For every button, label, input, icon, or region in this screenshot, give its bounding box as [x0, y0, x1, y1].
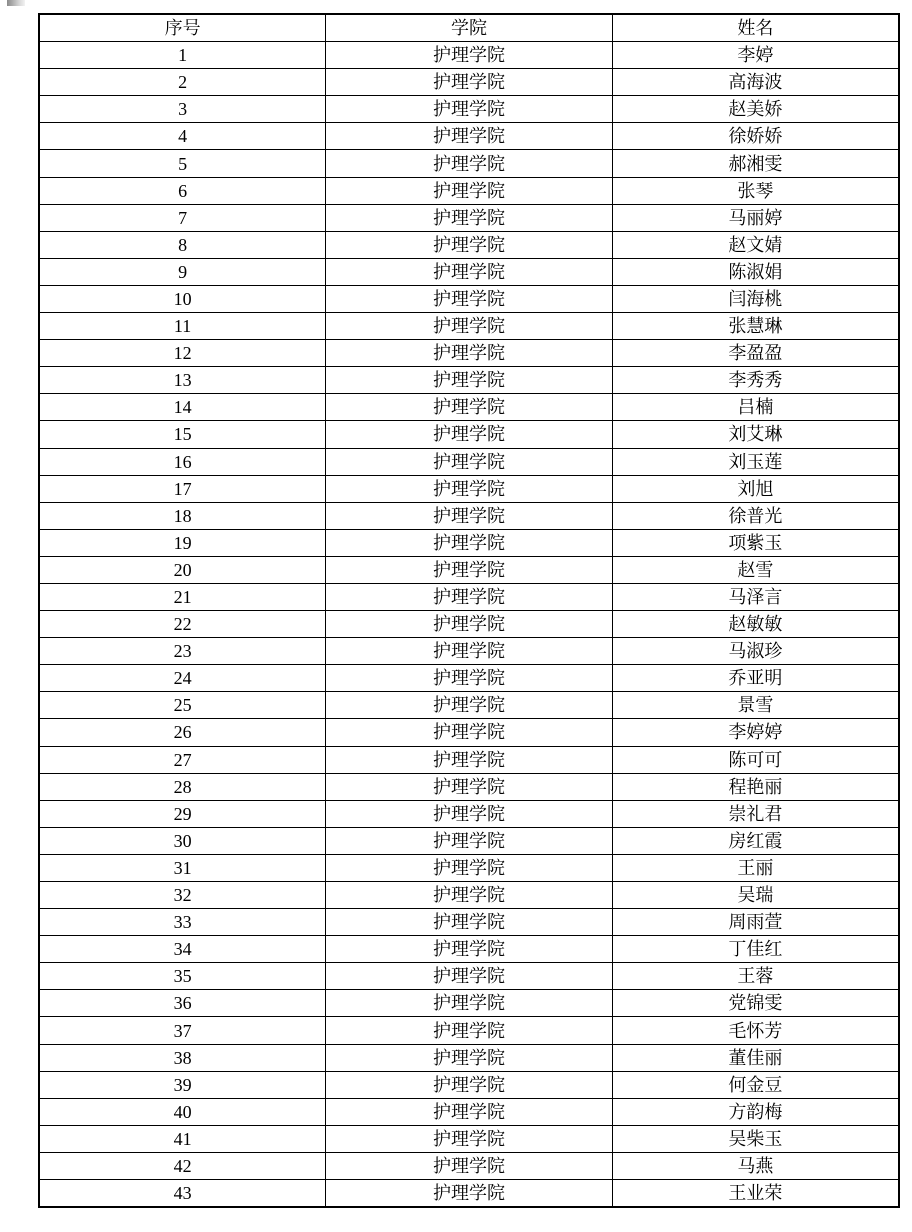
cell-name: 景雪: [612, 692, 899, 719]
table-row: [39, 1044, 899, 1071]
cell-college: 护理学院: [326, 556, 613, 583]
cell-name: 方韵梅: [612, 1098, 899, 1125]
cell-serial-number: 32: [39, 882, 326, 909]
table-row: [39, 936, 899, 963]
student-roster-table: [38, 13, 900, 1208]
table-row: [39, 1152, 899, 1179]
table-row: [39, 394, 899, 421]
cell-name: 王丽: [612, 854, 899, 881]
cell-college: 护理学院: [326, 990, 613, 1017]
table-row: [39, 258, 899, 285]
cell-name: 陈可可: [612, 746, 899, 773]
cell-college: 护理学院: [326, 42, 613, 69]
table-row: [39, 854, 899, 881]
cell-name: 毛怀芳: [612, 1017, 899, 1044]
cell-name: 赵文婧: [612, 231, 899, 258]
cell-serial-number: 39: [39, 1071, 326, 1098]
cell-name: 吴瑞: [612, 882, 899, 909]
cell-serial-number: 15: [39, 421, 326, 448]
cell-college: 护理学院: [326, 665, 613, 692]
cell-name: 郝湘雯: [612, 150, 899, 177]
cell-name: 崇礼君: [612, 800, 899, 827]
cell-name: 张慧琳: [612, 313, 899, 340]
cell-serial-number: 19: [39, 529, 326, 556]
cell-college: 护理学院: [326, 367, 613, 394]
cell-name: 王蓉: [612, 963, 899, 990]
table-row: [39, 96, 899, 123]
cell-college: 护理学院: [326, 909, 613, 936]
table-row: [39, 583, 899, 610]
cell-name: 闫海桃: [612, 285, 899, 312]
header-row: [39, 14, 899, 42]
cell-serial-number: 31: [39, 854, 326, 881]
cell-serial-number: 1: [39, 42, 326, 69]
table-row: [39, 150, 899, 177]
cell-college: 护理学院: [326, 800, 613, 827]
cell-name: 赵美娇: [612, 96, 899, 123]
cell-serial-number: 42: [39, 1152, 326, 1179]
table-row: [39, 800, 899, 827]
cell-serial-number: 22: [39, 611, 326, 638]
cell-college: 护理学院: [326, 529, 613, 556]
table-row: [39, 231, 899, 258]
cell-name: 王业荣: [612, 1180, 899, 1208]
cell-college: 护理学院: [326, 150, 613, 177]
cell-college: 护理学院: [326, 340, 613, 367]
table-row: [39, 204, 899, 231]
cell-serial-number: 21: [39, 583, 326, 610]
cell-college: 护理学院: [326, 1017, 613, 1044]
table-row: [39, 177, 899, 204]
cell-college: 护理学院: [326, 854, 613, 881]
cell-serial-number: 23: [39, 638, 326, 665]
table-row: [39, 475, 899, 502]
cell-college: 护理学院: [326, 827, 613, 854]
cell-college: 护理学院: [326, 204, 613, 231]
table-row: [39, 502, 899, 529]
table-row: [39, 529, 899, 556]
cell-serial-number: 34: [39, 936, 326, 963]
cell-college: 护理学院: [326, 746, 613, 773]
cell-serial-number: 9: [39, 258, 326, 285]
table-row: [39, 340, 899, 367]
table-row: [39, 719, 899, 746]
cell-serial-number: 11: [39, 313, 326, 340]
table-row: [39, 556, 899, 583]
cell-serial-number: 27: [39, 746, 326, 773]
cell-name: 赵雪: [612, 556, 899, 583]
cell-serial-number: 41: [39, 1125, 326, 1152]
cell-college: 护理学院: [326, 123, 613, 150]
cell-name: 刘玉莲: [612, 448, 899, 475]
cell-serial-number: 43: [39, 1180, 326, 1208]
table-row: [39, 665, 899, 692]
cell-serial-number: 5: [39, 150, 326, 177]
cell-name: 吴柴玉: [612, 1125, 899, 1152]
cell-college: 护理学院: [326, 258, 613, 285]
cell-college: 护理学院: [326, 231, 613, 258]
table-row: [39, 285, 899, 312]
cell-name: 乔亚明: [612, 665, 899, 692]
cell-serial-number: 17: [39, 475, 326, 502]
cell-college: 护理学院: [326, 963, 613, 990]
cell-college: 护理学院: [326, 421, 613, 448]
table-row: [39, 882, 899, 909]
cell-serial-number: 7: [39, 204, 326, 231]
cell-name: 丁佳红: [612, 936, 899, 963]
cell-name: 马燕: [612, 1152, 899, 1179]
cell-serial-number: 4: [39, 123, 326, 150]
cell-serial-number: 6: [39, 177, 326, 204]
cell-serial-number: 13: [39, 367, 326, 394]
cell-serial-number: 3: [39, 96, 326, 123]
table-row: [39, 990, 899, 1017]
table-row: [39, 1071, 899, 1098]
cell-serial-number: 40: [39, 1098, 326, 1125]
cell-name: 李秀秀: [612, 367, 899, 394]
cell-name: 高海波: [612, 69, 899, 96]
table-row: [39, 827, 899, 854]
cell-serial-number: 16: [39, 448, 326, 475]
table-row: [39, 909, 899, 936]
cell-serial-number: 30: [39, 827, 326, 854]
cell-college: 护理学院: [326, 773, 613, 800]
table-row: [39, 692, 899, 719]
cell-name: 刘艾琳: [612, 421, 899, 448]
cell-college: 护理学院: [326, 611, 613, 638]
cell-name: 徐普光: [612, 502, 899, 529]
cell-name: 徐娇娇: [612, 123, 899, 150]
cell-name: 李婷婷: [612, 719, 899, 746]
cell-serial-number: 10: [39, 285, 326, 312]
table-row: [39, 638, 899, 665]
cell-serial-number: 18: [39, 502, 326, 529]
cell-name: 赵敏敏: [612, 611, 899, 638]
cell-name: 李婷: [612, 42, 899, 69]
table-row: [39, 1098, 899, 1125]
cell-name: 马泽言: [612, 583, 899, 610]
cell-college: 护理学院: [326, 1044, 613, 1071]
table-row: [39, 611, 899, 638]
cell-college: 护理学院: [326, 638, 613, 665]
cell-college: 护理学院: [326, 285, 613, 312]
table-row: [39, 1017, 899, 1044]
table-row: [39, 963, 899, 990]
cell-serial-number: 26: [39, 719, 326, 746]
cell-name: 李盈盈: [612, 340, 899, 367]
table-row: [39, 421, 899, 448]
cell-name: 刘旭: [612, 475, 899, 502]
table-row: [39, 746, 899, 773]
table-row: [39, 1125, 899, 1152]
cell-name: 周雨萱: [612, 909, 899, 936]
cell-serial-number: 37: [39, 1017, 326, 1044]
cell-serial-number: 8: [39, 231, 326, 258]
cell-serial-number: 36: [39, 990, 326, 1017]
cell-college: 护理学院: [326, 1180, 613, 1208]
cell-name: 房红霞: [612, 827, 899, 854]
cell-serial-number: 2: [39, 69, 326, 96]
table-row: [39, 123, 899, 150]
cell-name: 党锦雯: [612, 990, 899, 1017]
table-row: [39, 69, 899, 96]
cell-serial-number: 33: [39, 909, 326, 936]
cell-name: 陈淑娟: [612, 258, 899, 285]
cell-college: 护理学院: [326, 1098, 613, 1125]
cell-name: 董佳丽: [612, 1044, 899, 1071]
cell-college: 护理学院: [326, 1152, 613, 1179]
cell-college: 护理学院: [326, 692, 613, 719]
header-cell-name: 姓名: [612, 14, 899, 42]
cell-college: 护理学院: [326, 448, 613, 475]
table-body: [39, 42, 899, 1208]
cell-serial-number: 35: [39, 963, 326, 990]
cell-serial-number: 12: [39, 340, 326, 367]
cell-college: 护理学院: [326, 177, 613, 204]
cell-serial-number: 29: [39, 800, 326, 827]
cell-name: 吕楠: [612, 394, 899, 421]
cell-name: 马淑珍: [612, 638, 899, 665]
table-row: [39, 1180, 899, 1208]
cell-name: 程艳丽: [612, 773, 899, 800]
cell-serial-number: 38: [39, 1044, 326, 1071]
cell-name: 何金豆: [612, 1071, 899, 1098]
cell-college: 护理学院: [326, 69, 613, 96]
header-cell-college: 学院: [326, 14, 613, 42]
table-header: [39, 14, 899, 42]
cell-serial-number: 25: [39, 692, 326, 719]
cell-name: 马丽婷: [612, 204, 899, 231]
cell-college: 护理学院: [326, 583, 613, 610]
cell-serial-number: 14: [39, 394, 326, 421]
cell-name: 项紫玉: [612, 529, 899, 556]
table-row: [39, 448, 899, 475]
table-row: [39, 773, 899, 800]
cell-college: 护理学院: [326, 394, 613, 421]
cell-serial-number: 24: [39, 665, 326, 692]
cell-name: 张琴: [612, 177, 899, 204]
cell-serial-number: 20: [39, 556, 326, 583]
cell-college: 护理学院: [326, 96, 613, 123]
table-row: [39, 313, 899, 340]
cell-college: 护理学院: [326, 936, 613, 963]
cell-college: 护理学院: [326, 313, 613, 340]
cell-college: 护理学院: [326, 475, 613, 502]
cell-college: 护理学院: [326, 1071, 613, 1098]
corner-smudge-artifact: [7, 0, 25, 6]
cell-college: 护理学院: [326, 719, 613, 746]
table-row: [39, 367, 899, 394]
table-row: [39, 42, 899, 69]
cell-college: 护理学院: [326, 502, 613, 529]
header-cell-serial-number: 序号: [39, 14, 326, 42]
cell-college: 护理学院: [326, 1125, 613, 1152]
cell-college: 护理学院: [326, 882, 613, 909]
cell-serial-number: 28: [39, 773, 326, 800]
